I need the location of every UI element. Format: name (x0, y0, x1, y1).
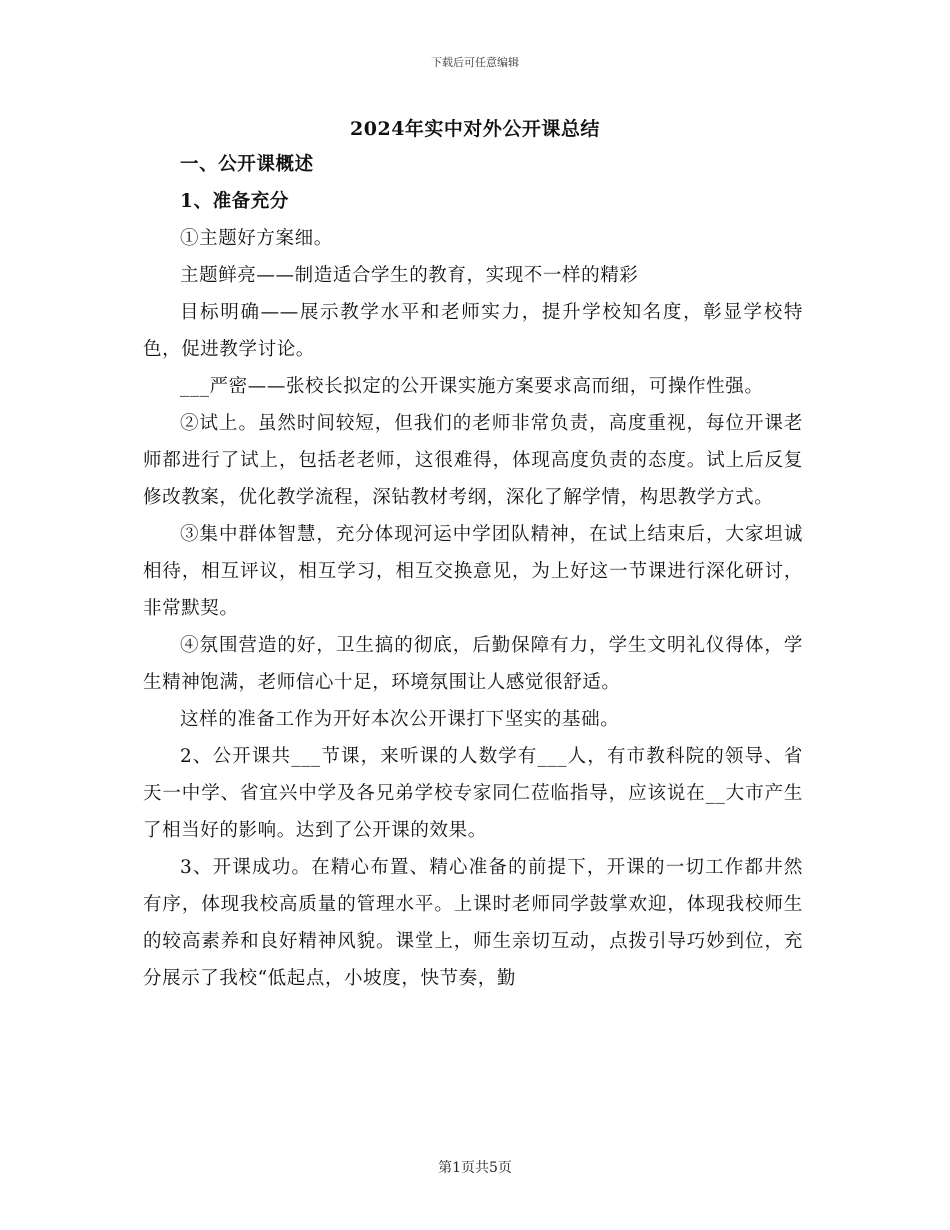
paragraph: 这样的准备工作为开好本次公开课打下坚实的基础。 (180, 709, 620, 730)
paragraph: ②试上。虽然时间较短，但我们的老师非常负责，高度重视，每位开课老师都进行了试上，包括老老师，这很难得，体现高度负责的态度。试上后反复修改教案，优化教学流程，深钻教材考纲，深化了解学情，构思教学方式。 (143, 413, 803, 508)
document-title: 2024年实中对外公开课总结 (350, 118, 600, 140)
subsection-heading-preparation: 1、准备充分 (180, 191, 289, 212)
document-body (143, 146, 803, 997)
paragraph: 目标明确——展示教学水平和老师实力，提升学校知名度，彰显学校特色，促进教学讨论。 (143, 302, 803, 360)
paragraph: 3、开课成功。在精心布置、精心准备的前提下，开课的一切工作都井然有序，体现我校高质量的管理水平。上课时老师同学鼓掌欢迎，体现我校师生的较高素养和良好精神风貌。课堂上，师生亲切互动，点拨引导巧妙到位，充分展示了我校“低起点，小坡度，快节奏，勤 (143, 857, 803, 989)
paragraph: ___严密——张校长拟定的公开课实施方案要求高而细，可操作性强。 (180, 376, 764, 397)
paragraph: 2、公开课共___节课，来听课的人数学有___人，有市教科院的领导、省天一中学、省宜兴中学及各兄弟学校专家同仁莅临指导，应该说在__大市产生了相当好的影响。达到了公开课的效果。 (143, 746, 803, 841)
page-number-footer: 第1页共5页 (438, 1160, 512, 1176)
header-note: 下载后可任意编辑 (431, 56, 519, 69)
paragraph: ①主题好方案细。 (180, 228, 333, 249)
paragraph: 主题鲜亮——制造适合学生的教育，实现不一样的精彩 (180, 265, 639, 286)
section-heading-overview: 一、公开课概述 (180, 154, 314, 175)
paragraph: ④氛围营造的好，卫生搞的彻底，后勤保障有力，学生文明礼仪得体，学生精神饱满，老师信心十足，环境氛围让人感觉很舒适。 (143, 635, 803, 693)
paragraph: ③集中群体智慧，充分体现河运中学团队精神，在试上结束后，大家坦诚相待，相互评议，相互学习，相互交换意见，为上好这一节课进行深化研讨，非常默契。 (143, 524, 803, 619)
